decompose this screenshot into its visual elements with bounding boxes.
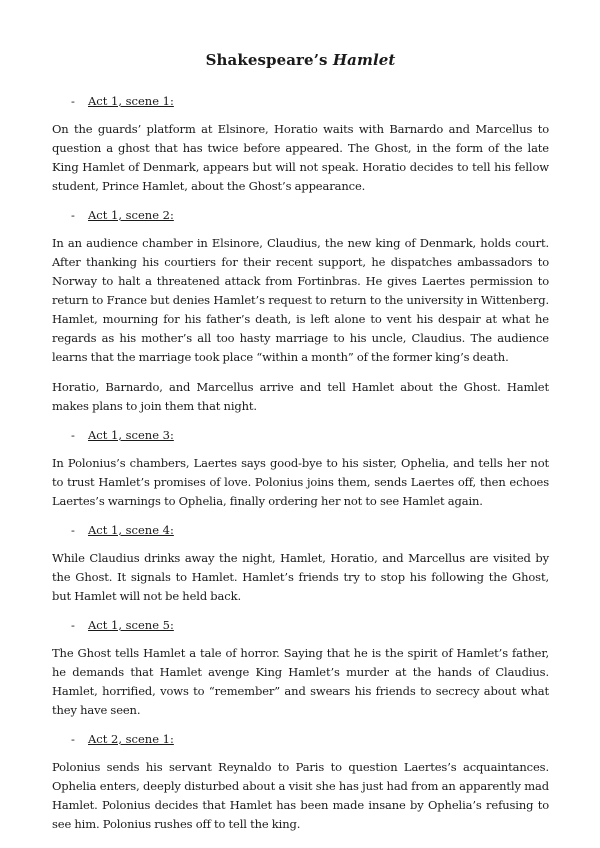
list-dash: - [71,208,75,222]
summary-paragraph: In an audience chamber in Elsinore, Claudius, the new king of Denmark, holds court. After thanking his courtiers for their recent support, he dispatches ambassadors to Norway to halt a threatened attack from Fortinbras. He gives Laertes permission to return to France but denies Hamlet’s request to return to the university in Wittenberg. Hamlet, mourning for his father’s death, is left alone to vent his despair at what he regards as his mother’s all too hasty marriage to his uncle, Claudius. The audience learns that the marriage took place “within a month” of the former king’s death. [52,236,549,364]
summary-paragraph: Horatio, Barnardo, and Marcellus arrive and tell Hamlet about the Ghost. Hamlet makes plans to join them that night. [52,380,549,413]
scene-heading-label: Act 1, scene 2: [88,208,174,222]
summary-paragraph: The Ghost tells Hamlet a tale of horror. Saying that he is the spirit of Hamlet’s father, he demands that Hamlet avenge King Hamlet’s murder at the hands of Claudius. Hamlet, horrified, vows to “remember” and swears his friends to secrecy about what they have seen. [52,646,549,717]
document-page [52,50,549,845]
title-play-name: Hamlet [332,51,396,69]
scene-heading-label: Act 1, scene 3: [88,428,174,442]
title-prefix: Shakespeare’s [205,51,333,69]
list-dash: - [71,618,75,632]
scene-heading-act2-scene1 [52,731,549,747]
list-dash: - [71,94,75,108]
scene-heading-act1-scene4 [52,522,549,538]
scene-heading-label: Act 1, scene 4: [88,523,174,537]
summary-paragraph: While Claudius drinks away the night, Hamlet, Horatio, and Marcellus are visited by the Ghost. It signals to Hamlet. Hamlet’s friends try to stop his following the Ghost, but Hamlet will not be held back. [52,551,549,603]
summary-paragraph: In Polonius’s chambers, Laertes says good-bye to his sister, Ophelia, and tells her not to trust Hamlet’s promises of love. Polonius joins them, sends Laertes off, then echoes Laertes’s warnings to Ophelia, finally ordering her not to see Hamlet again. [52,456,549,508]
summary-paragraph: Polonius sends his servant Reynaldo to Paris to question Laertes’s acquaintances. Ophelia enters, deeply disturbed about a visit she has just had from an apparently mad Hamlet. Polonius decides that Hamlet has been made insane by Ophelia’s refusing to see him. Polonius rushes off to tell the king. [52,760,549,831]
scene-heading-label: Act 1, scene 5: [88,618,174,632]
summary-paragraph: On the guards’ platform at Elsinore, Horatio waits with Barnardo and Marcellus to question a ghost that has twice before appeared. The Ghost, in the form of the late King Hamlet of Denmark, appears but will not speak. Horatio decides to tell his fellow student, Prince Hamlet, about the Ghost’s appearance. [52,122,549,193]
scene-heading-act1-scene1 [52,93,549,109]
list-dash: - [71,732,75,746]
page-title [52,50,549,70]
scene-heading-act1-scene3 [52,427,549,443]
scene-heading-label: Act 2, scene 1: [88,732,174,746]
scene-heading-act1-scene5 [52,617,549,633]
list-dash: - [71,523,75,537]
scene-heading-label: Act 1, scene 1: [88,94,174,108]
list-dash: - [71,428,75,442]
scene-heading-act1-scene2 [52,207,549,223]
